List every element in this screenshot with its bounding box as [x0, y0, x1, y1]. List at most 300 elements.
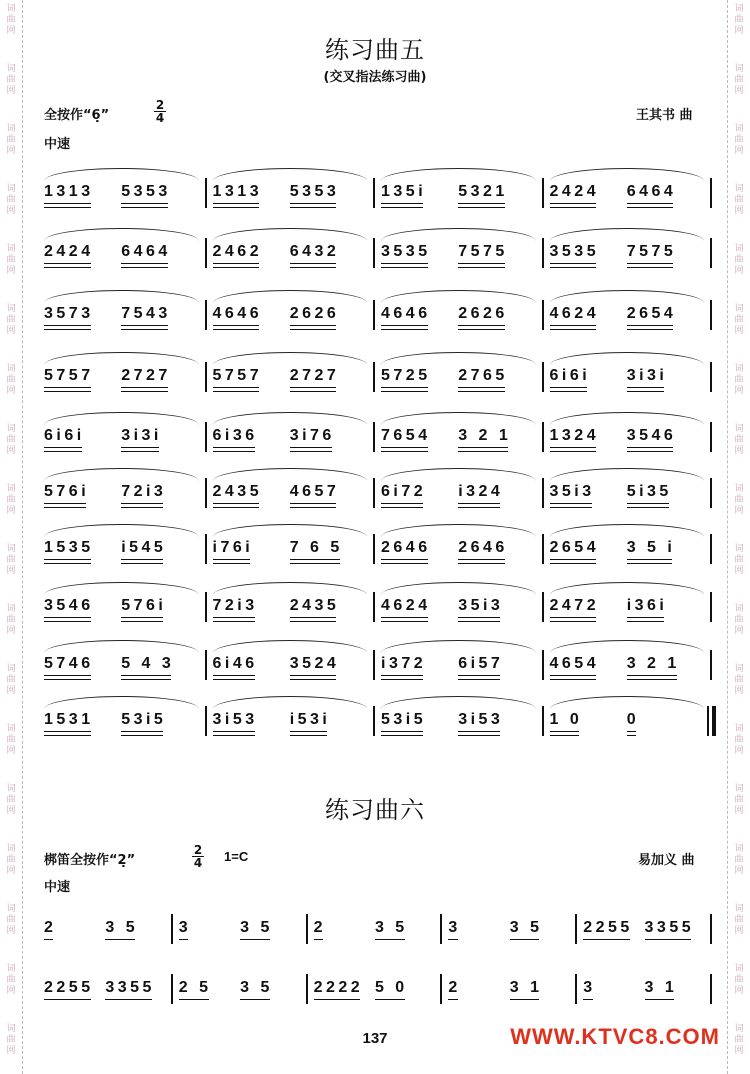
watermark-glyph: 词 曲 网	[734, 4, 744, 36]
watermark-glyph: 词 曲 网	[734, 964, 744, 996]
note-group: 2	[314, 918, 326, 940]
slur-mark	[213, 290, 368, 303]
watermark-glyph: 词 曲 网	[6, 184, 16, 216]
slur-mark	[550, 582, 705, 595]
note-group: 5746	[44, 654, 94, 676]
barline	[710, 914, 712, 944]
note-group: 3 2 1	[458, 426, 511, 448]
time-denominator: 4	[193, 856, 203, 870]
note-group: 2646	[458, 538, 508, 560]
watermark-glyph: 词 曲 网	[734, 484, 744, 516]
watermark-glyph: 词 曲 网	[6, 784, 16, 816]
time-numerator: 2	[193, 843, 203, 857]
measure	[42, 242, 211, 266]
watermark-glyph: 词 曲 网	[6, 964, 16, 996]
note-group: 4646	[213, 304, 263, 326]
note-group: 4624	[550, 304, 600, 326]
barline	[306, 974, 308, 1004]
measure	[211, 426, 380, 450]
barline	[542, 300, 544, 330]
note-group: i545	[121, 538, 166, 560]
barline	[710, 974, 712, 1004]
slur-mark	[44, 640, 199, 653]
piece6-title: 练习曲六	[325, 796, 425, 824]
measure	[548, 304, 717, 328]
barline	[710, 534, 712, 564]
note-group: 2765	[458, 366, 508, 388]
note-group: 3i76	[290, 426, 335, 448]
piece6-key: 1=C	[224, 849, 249, 864]
measure	[211, 710, 380, 734]
notation-row	[42, 522, 716, 578]
note-group: 53i5	[381, 710, 426, 732]
slur-mark	[213, 696, 368, 709]
note-group: 3 5 i	[627, 538, 676, 560]
watermark-glyph: 词 曲 网	[734, 844, 744, 876]
measure	[379, 242, 548, 266]
watermark-glyph: 词 曲 网	[734, 604, 744, 636]
notation-row	[42, 580, 716, 636]
note-group: 576i	[44, 482, 89, 504]
watermark-glyph: 词 曲 网	[6, 364, 16, 396]
note-group: 3535	[381, 242, 431, 264]
note-group: 6i36	[213, 426, 258, 448]
measure	[581, 978, 716, 1002]
note-group: 5353	[290, 182, 340, 204]
note-group: 2255	[583, 918, 633, 940]
watermark-glyph: 词 曲 网	[6, 304, 16, 336]
barline	[171, 914, 173, 944]
barline	[542, 706, 544, 736]
barline	[373, 422, 375, 452]
measure	[211, 242, 380, 266]
barline	[205, 238, 207, 268]
measure	[42, 654, 211, 678]
note-group: 3i53	[213, 710, 258, 732]
measure	[548, 482, 717, 506]
note-group: 2435	[290, 596, 340, 618]
slur-mark	[213, 524, 368, 537]
watermark-glyph: 词 曲 网	[734, 784, 744, 816]
time-denominator: 4	[155, 111, 165, 125]
slur-mark	[550, 524, 705, 537]
measure	[42, 366, 211, 390]
watermark-glyph: 词 曲 网	[734, 244, 744, 276]
note-group: 3 5	[240, 918, 273, 940]
notation-row	[42, 902, 716, 958]
note-group: 2727	[121, 366, 171, 388]
note-group: 72i3	[213, 596, 258, 618]
note-group: 6i57	[458, 654, 503, 676]
slur-mark	[44, 468, 199, 481]
note-group: 6i6i	[550, 366, 591, 388]
note-group: 5757	[44, 366, 94, 388]
note-group: 2	[448, 978, 460, 1000]
note-group: 2	[44, 918, 56, 940]
note-group: 7575	[458, 242, 508, 264]
note-group: 3	[179, 918, 191, 940]
note-group: 5321	[458, 182, 508, 204]
note-group: 3535	[550, 242, 600, 264]
slur-mark	[44, 412, 199, 425]
slur-mark	[550, 468, 705, 481]
barline	[542, 238, 544, 268]
measure	[42, 538, 211, 562]
note-group: 2255	[44, 978, 94, 1000]
note-group: 5725	[381, 366, 431, 388]
watermark-glyph: 词 曲 网	[6, 1024, 16, 1056]
note-group: 2462	[213, 242, 263, 264]
piece5-title: 练习曲五	[325, 36, 425, 64]
note-group: 1535	[44, 538, 94, 560]
measure	[211, 538, 380, 562]
piece6-composer: 易加义 曲	[638, 853, 695, 868]
note-group: 7654	[381, 426, 431, 448]
piece6-time-signature	[192, 845, 204, 868]
time-numerator: 2	[155, 98, 165, 112]
measure	[211, 596, 380, 620]
measure	[312, 978, 447, 1002]
note-group: 2626	[458, 304, 508, 326]
note-group: 6i46	[213, 654, 258, 676]
note-group: 5i35	[627, 482, 672, 504]
notation-row	[42, 226, 716, 282]
barline	[710, 178, 712, 208]
slur-mark	[44, 696, 199, 709]
note-group: 3 2 1	[627, 654, 680, 676]
slur-mark	[381, 696, 536, 709]
barline	[542, 534, 544, 564]
slur-mark	[213, 412, 368, 425]
slur-mark	[213, 228, 368, 241]
note-group: i324	[458, 482, 503, 504]
watermark-glyph: 词 曲 网	[734, 664, 744, 696]
note-group: 1 0	[550, 710, 583, 732]
barline	[542, 650, 544, 680]
barline	[205, 300, 207, 330]
piece5-time-signature	[154, 100, 166, 123]
note-group: 2654	[550, 538, 600, 560]
final-barline	[707, 706, 709, 736]
note-group: 2472	[550, 596, 600, 618]
note-group: 53i5	[121, 710, 166, 732]
note-group: 7575	[627, 242, 677, 264]
watermark-glyph: 词 曲 网	[734, 424, 744, 456]
note-group: 1313	[213, 182, 263, 204]
barline	[440, 914, 442, 944]
slur-mark	[381, 468, 536, 481]
note-group: 3355	[105, 978, 155, 1000]
slur-mark	[213, 168, 368, 181]
watermark-glyph: 词 曲 网	[734, 724, 744, 756]
barline	[373, 478, 375, 508]
barline	[710, 422, 712, 452]
slur-mark	[44, 524, 199, 537]
measure	[548, 710, 717, 734]
slur-mark	[550, 352, 705, 365]
note-group: 6432	[290, 242, 340, 264]
note-group: 35i3	[550, 482, 595, 504]
note-group: 3i3i	[121, 426, 162, 448]
watermark-glyph: 词 曲 网	[734, 544, 744, 576]
barline	[171, 974, 173, 1004]
watermark-glyph: 词 曲 网	[6, 424, 16, 456]
site-watermark: WWW.KTVC8.COM	[510, 1024, 720, 1049]
slur-mark	[550, 412, 705, 425]
note-group: 5 0	[375, 978, 408, 1000]
measure	[548, 596, 717, 620]
measure	[548, 182, 717, 206]
measure	[211, 366, 380, 390]
slur-mark	[44, 228, 199, 241]
watermark-glyph: 词 曲 网	[6, 604, 16, 636]
note-group: 3546	[44, 596, 94, 618]
watermark-glyph: 词 曲 网	[6, 64, 16, 96]
note-group: 3524	[290, 654, 340, 676]
barline	[373, 592, 375, 622]
measure	[379, 654, 548, 678]
measure	[446, 978, 581, 1002]
note-group: 7543	[121, 304, 171, 326]
note-group: 6i72	[381, 482, 426, 504]
barline	[710, 478, 712, 508]
barline	[373, 300, 375, 330]
note-group: 2626	[290, 304, 340, 326]
measure	[548, 654, 717, 678]
barline	[440, 974, 442, 1004]
slur-mark	[550, 168, 705, 181]
watermark-glyph: 词 曲 网	[6, 484, 16, 516]
measure	[548, 538, 717, 562]
left-watermark-strip	[0, 0, 23, 1074]
measure	[379, 366, 548, 390]
slur-mark	[381, 168, 536, 181]
note-group: 3573	[44, 304, 94, 326]
measure	[211, 182, 380, 206]
watermark-glyph: 词 曲 网	[734, 1024, 744, 1056]
note-group: 5353	[121, 182, 171, 204]
right-watermark-strip	[727, 0, 750, 1074]
measure	[42, 304, 211, 328]
notation-row	[42, 350, 716, 406]
measure	[379, 710, 548, 734]
slur-mark	[44, 290, 199, 303]
piece6-tempo: 中速	[44, 880, 71, 895]
measure	[211, 654, 380, 678]
note-group: 3355	[645, 918, 695, 940]
watermark-glyph: 词 曲 网	[734, 904, 744, 936]
barline	[373, 178, 375, 208]
watermark-glyph: 词 曲 网	[6, 724, 16, 756]
slur-mark	[44, 352, 199, 365]
barline	[205, 478, 207, 508]
barline	[205, 650, 207, 680]
note-group: i372	[381, 654, 426, 676]
measure	[42, 482, 211, 506]
barline	[710, 362, 712, 392]
measure	[42, 426, 211, 450]
slur-mark	[381, 352, 536, 365]
slur-mark	[381, 582, 536, 595]
note-group: 4624	[381, 596, 431, 618]
notation-row	[42, 638, 716, 694]
note-group: 3 1	[645, 978, 678, 1000]
barline	[205, 362, 207, 392]
watermark-glyph: 词 曲 网	[6, 4, 16, 36]
slur-mark	[550, 640, 705, 653]
note-group: 1324	[550, 426, 600, 448]
barline	[373, 238, 375, 268]
measure	[211, 482, 380, 506]
watermark-glyph: 词 曲 网	[6, 244, 16, 276]
note-group: 3i3i	[627, 366, 668, 388]
notation-row	[42, 962, 716, 1018]
measure	[548, 426, 717, 450]
note-group: 0	[627, 710, 639, 732]
measure	[379, 182, 548, 206]
note-group: 2654	[627, 304, 677, 326]
watermark-glyph: 词 曲 网	[734, 184, 744, 216]
measure	[379, 596, 548, 620]
barline	[542, 178, 544, 208]
slur-mark	[381, 640, 536, 653]
page-number: 137	[362, 1030, 388, 1047]
piece5-fingering: 全按作“6̣”	[44, 108, 110, 123]
note-group: 2646	[381, 538, 431, 560]
note-group: 3	[583, 978, 595, 1000]
barline	[710, 650, 712, 680]
barline	[205, 534, 207, 564]
piece6-fingering: 梆笛全按作“2̣”	[44, 853, 136, 868]
barline	[710, 592, 712, 622]
note-group: 1531	[44, 710, 94, 732]
watermark-glyph: 词 曲 网	[734, 64, 744, 96]
note-group: 3 1	[510, 978, 543, 1000]
note-group: 5 4 3	[121, 654, 174, 676]
watermark-glyph: 词 曲 网	[6, 124, 16, 156]
measure	[42, 182, 211, 206]
barline	[542, 362, 544, 392]
piece5-composer: 王其书 曲	[636, 108, 693, 123]
barline	[542, 592, 544, 622]
measure	[42, 710, 211, 734]
note-group: 3 5	[240, 978, 273, 1000]
slur-mark	[550, 696, 705, 709]
notation-row	[42, 166, 716, 222]
watermark-glyph: 词 曲 网	[734, 304, 744, 336]
barline	[373, 706, 375, 736]
measure	[548, 366, 717, 390]
note-group: 5757	[213, 366, 263, 388]
barline	[205, 178, 207, 208]
watermark-glyph: 词 曲 网	[6, 844, 16, 876]
barline	[575, 974, 577, 1004]
note-group: 3 5	[375, 918, 408, 940]
barline	[373, 362, 375, 392]
note-group: 135i	[381, 182, 426, 204]
note-group: 6464	[627, 182, 677, 204]
measure	[548, 242, 717, 266]
barline	[205, 706, 207, 736]
measure	[42, 978, 177, 1002]
slur-mark	[381, 524, 536, 537]
measure	[379, 482, 548, 506]
slur-mark	[381, 290, 536, 303]
watermark-glyph: 词 曲 网	[734, 364, 744, 396]
piece5-tempo: 中速	[44, 137, 71, 152]
note-group: 3546	[627, 426, 677, 448]
measure	[42, 596, 211, 620]
measure	[379, 538, 548, 562]
note-group: 2222	[314, 978, 364, 1000]
note-group: 2424	[550, 182, 600, 204]
note-group: 35i3	[458, 596, 503, 618]
barline	[205, 422, 207, 452]
note-group: 6i6i	[44, 426, 85, 448]
watermark-glyph: 词 曲 网	[6, 664, 16, 696]
slur-mark	[213, 582, 368, 595]
note-group: 2424	[44, 242, 94, 264]
measure	[312, 918, 447, 942]
piece5-subtitle: (交叉指法练习曲)	[323, 70, 427, 85]
watermark-glyph: 词 曲 网	[6, 904, 16, 936]
note-group: 2 5	[179, 978, 212, 1000]
barline	[205, 592, 207, 622]
barline	[542, 478, 544, 508]
note-group: 3i53	[458, 710, 503, 732]
note-group: 4646	[381, 304, 431, 326]
measure	[379, 426, 548, 450]
barline	[575, 914, 577, 944]
barline	[710, 300, 712, 330]
note-group: 3 5	[105, 918, 138, 940]
note-group: 3	[448, 918, 460, 940]
note-group: 2727	[290, 366, 340, 388]
slur-mark	[213, 468, 368, 481]
note-group: 4657	[290, 482, 340, 504]
notation-row	[42, 694, 716, 750]
slur-mark	[44, 582, 199, 595]
watermark-glyph: 词 曲 网	[6, 544, 16, 576]
notation-row	[42, 288, 716, 344]
barline	[373, 650, 375, 680]
barline	[306, 914, 308, 944]
measure	[379, 304, 548, 328]
measure	[42, 918, 177, 942]
measure	[581, 918, 716, 942]
barline	[712, 706, 716, 736]
note-group: 576i	[121, 596, 166, 618]
slur-mark	[44, 168, 199, 181]
slur-mark	[381, 228, 536, 241]
slur-mark	[550, 228, 705, 241]
notation-row	[42, 466, 716, 522]
note-group: 1313	[44, 182, 94, 204]
slur-mark	[381, 412, 536, 425]
measure	[177, 918, 312, 942]
slur-mark	[550, 290, 705, 303]
note-group: 72i3	[121, 482, 166, 504]
note-group: 3 5	[510, 918, 543, 940]
barline	[373, 534, 375, 564]
note-group: i36i	[627, 596, 668, 618]
note-group: i76i	[213, 538, 254, 560]
note-group: 4654	[550, 654, 600, 676]
note-group: i53i	[290, 710, 331, 732]
watermark-glyph: 词 曲 网	[734, 124, 744, 156]
notation-row	[42, 410, 716, 466]
barline	[710, 238, 712, 268]
